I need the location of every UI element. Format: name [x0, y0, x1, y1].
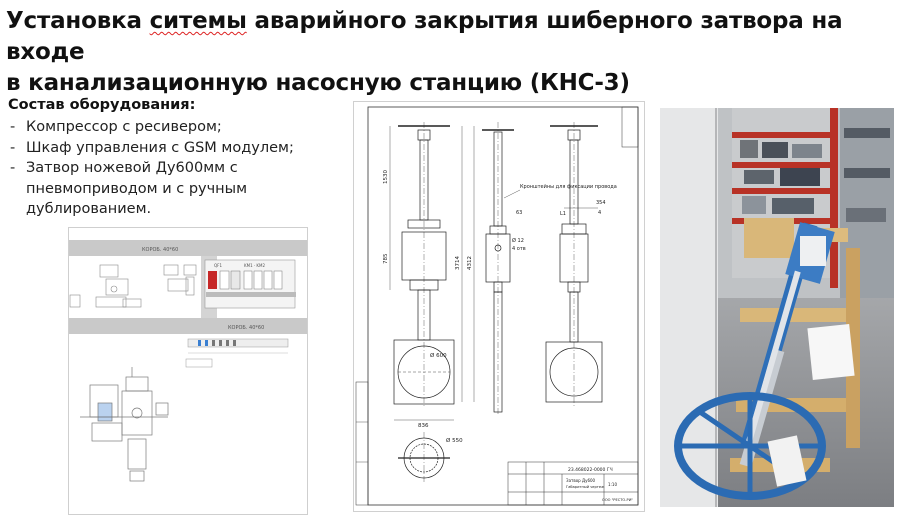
dim-L1: L1	[560, 211, 566, 217]
dim-836: 836	[418, 423, 429, 429]
valve-photo	[660, 108, 894, 507]
dim-354: 354	[596, 200, 606, 206]
title-line-1	[6, 6, 886, 68]
title-text: аварийного закрытия шиберного затвора на входе	[6, 8, 843, 65]
stamp-scale: 1:10	[608, 482, 617, 487]
dim-785: 785	[383, 253, 389, 264]
equipment-item-valve: - Затвор ножевой Ду600мм с пневмоприводом и с ручным дублированием.	[8, 158, 338, 220]
misspelled-word: ситемы	[149, 8, 247, 34]
equipment-block	[8, 95, 338, 220]
bracket-note: Кронштейны для фиксации провода	[520, 184, 617, 190]
valve-dimension-drawing	[353, 101, 645, 512]
dim-4: 4	[598, 210, 602, 216]
dim-63: 63	[516, 210, 523, 216]
stamp-name: Затвор Ду600	[566, 478, 596, 483]
breaker-label: QF1	[214, 263, 222, 268]
title-text: Установка	[6, 8, 150, 34]
dim-d12: Ø 12	[512, 238, 524, 244]
top-rail-label: КОРОБ. 40*60	[142, 247, 179, 253]
dim-4-holes: 4 отв	[512, 246, 526, 252]
title-line-2: в канализационную насосную станцию (КНС-3)	[6, 70, 630, 96]
bottom-rail-label: КОРОБ. 40*60	[228, 325, 265, 331]
dim-4312: 4312	[467, 256, 473, 270]
din-rail-modules	[205, 260, 296, 308]
equipment-item-cabinet: - Шкаф управления с GSM модулем;	[8, 138, 338, 159]
stamp-subname: Габаритный чертеж	[566, 485, 605, 489]
dim-d550: Ø 550	[446, 438, 463, 444]
front-view	[394, 122, 454, 408]
equipment-heading: Состав оборудования:	[8, 97, 196, 113]
rear-view	[546, 122, 602, 406]
slide-title	[6, 6, 886, 99]
relay-label: KM1 · KM2	[244, 263, 266, 268]
equipment-item-compressor: - Компрессор с ресивером;	[8, 117, 338, 138]
stamp-company: ООО "РЕСТО-РИ"	[602, 498, 634, 502]
equipment-list	[8, 117, 338, 220]
flange-section-view	[398, 432, 450, 484]
dim-1530: 1530	[383, 170, 389, 184]
dim-d600: Ø 600	[430, 353, 447, 359]
dim-3714: 3714	[455, 256, 461, 270]
side-view	[482, 122, 514, 414]
cabinet-layout-drawing	[68, 227, 308, 515]
stamp-code: 23.468022-0000 ГЧ	[568, 468, 613, 473]
